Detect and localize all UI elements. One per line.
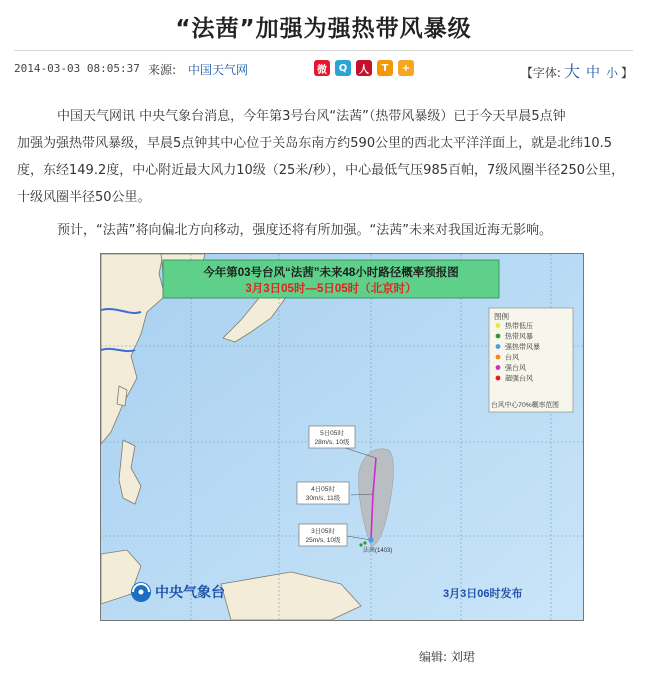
forecast-info: 30m/s, 11级 bbox=[305, 495, 341, 502]
forecast-label-3d bbox=[299, 524, 347, 546]
legend-swatch bbox=[496, 365, 501, 370]
source-link[interactable]: 中国天气网 bbox=[188, 63, 249, 77]
title-divider bbox=[14, 50, 633, 51]
weibo-icon[interactable]: 微 bbox=[314, 60, 330, 76]
forecast-info: 25m/s, 10级 bbox=[305, 537, 341, 544]
share-icons bbox=[314, 60, 414, 76]
paragraph-1-first-line: 中国天气网讯 中央气象台消息，今年第3号台风“法茜”（热带风暴级）已于今天早晨5点钟 bbox=[57, 109, 566, 124]
past-track-point bbox=[363, 541, 366, 544]
article-title: “法茜”加强为强热带风暴级 bbox=[175, 16, 472, 42]
agency-logo bbox=[131, 582, 225, 602]
agency-name: 中央气象台 bbox=[155, 584, 225, 600]
add-share-icon[interactable]: + bbox=[398, 60, 414, 76]
legend-swatch bbox=[496, 334, 501, 339]
font-size-medium[interactable]: 中 bbox=[585, 65, 600, 81]
source-label: 来源: bbox=[148, 63, 177, 77]
forecast-time: 5日05时 bbox=[320, 430, 344, 437]
forecast-time: 4日05时 bbox=[311, 486, 335, 493]
legend-footer: 台风中心70%概率范围 bbox=[491, 402, 559, 409]
map-title: 今年第03号台风“法茜”未来48小时路径概率预报图 bbox=[203, 267, 459, 279]
legend-label: 热带低压 bbox=[505, 323, 533, 330]
legend-swatch bbox=[496, 344, 501, 349]
legend-swatch bbox=[496, 376, 501, 381]
renren-icon[interactable]: 人 bbox=[356, 60, 372, 76]
editor-credit: 编辑: 刘珺 bbox=[419, 650, 475, 664]
issue-time: 3月3日06时发布 bbox=[443, 588, 523, 600]
legend-label: 强台风 bbox=[505, 365, 526, 372]
font-size-control bbox=[521, 59, 633, 82]
legend-swatch bbox=[496, 355, 501, 360]
paragraph-2: 预计，“法茜”将向偏北方向移动，强度还将有所加强。“法茜”未来对我国近海无影响。 bbox=[57, 223, 552, 238]
forecast-label-5d bbox=[309, 426, 355, 448]
bookmark-icon[interactable]: T bbox=[377, 60, 393, 76]
map-svg bbox=[101, 254, 583, 620]
legend-label: 超强台风 bbox=[505, 375, 533, 383]
typhoon-track-map bbox=[100, 253, 584, 621]
past-track-point bbox=[359, 543, 362, 546]
map-subtitle: 3月3日05时—5日05时（北京时） bbox=[245, 283, 417, 295]
storm-center-marker bbox=[368, 537, 373, 542]
font-size-close: 】 bbox=[620, 66, 633, 80]
forecast-label-4d bbox=[297, 482, 349, 504]
forecast-time: 3日05时 bbox=[311, 528, 335, 535]
font-size-small[interactable]: 小 bbox=[605, 66, 618, 80]
article-meta bbox=[14, 61, 633, 79]
publish-time: 2014-03-03 08:05:37 bbox=[14, 62, 140, 75]
tencent-weibo-icon[interactable]: Q bbox=[335, 60, 351, 76]
taiwan bbox=[117, 386, 127, 406]
font-size-large[interactable]: 大 bbox=[563, 62, 580, 81]
paragraph-1-rest: 加强为强热带风暴级，早晨5点钟其中心位于关岛东南方约590公里的西北太平洋洋面上，就是北纬10.5度，东经149.2度，中心附近最大风力10级（25米/秒），中心最低气压985百帕，7级风圈半径250公里，十级风圈半径50公里。 bbox=[17, 136, 625, 205]
legend-swatch bbox=[496, 323, 501, 328]
legend-label: 强热带风暴 bbox=[505, 344, 540, 351]
storm-label: 法茜(1403) bbox=[363, 548, 393, 554]
legend-label: 热带风暴 bbox=[505, 333, 533, 341]
font-size-label: 【字体: bbox=[520, 66, 561, 80]
forecast-info: 28m/s, 10级 bbox=[314, 439, 350, 446]
legend-title: 图例 bbox=[494, 312, 509, 321]
legend-label: 台风 bbox=[505, 354, 519, 362]
